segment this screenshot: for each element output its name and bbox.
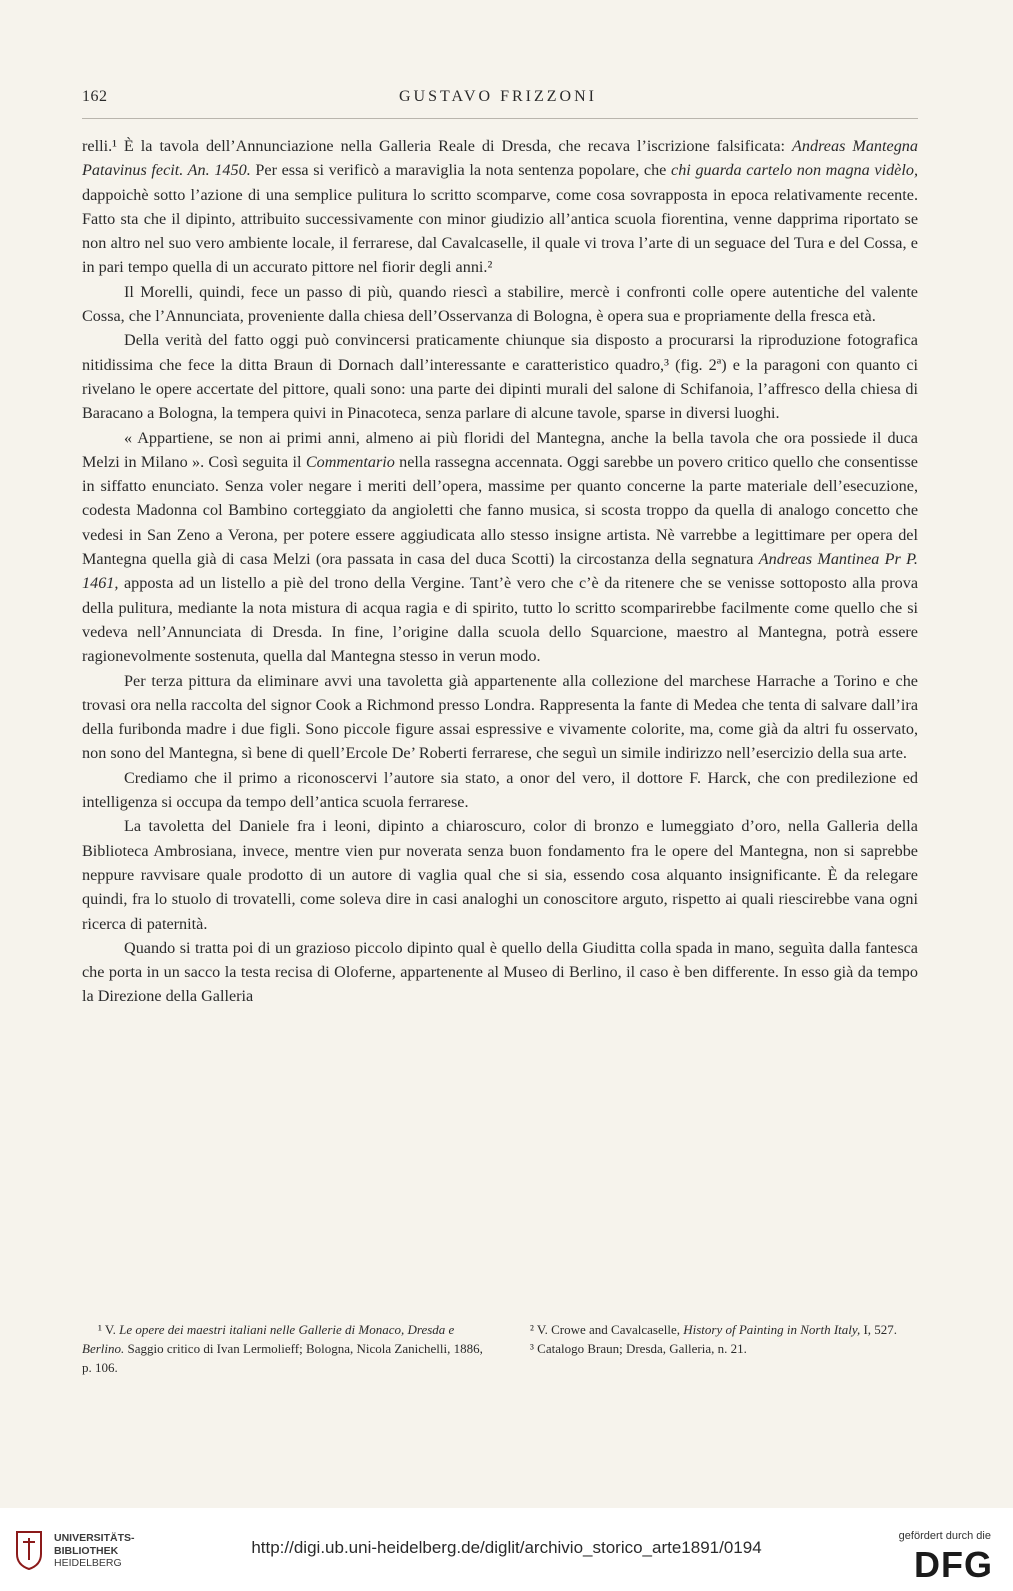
page-number: 162 [82, 88, 108, 105]
running-title: GUSTAVO FRIZZONI [399, 88, 597, 105]
footnote-1 [82, 1320, 486, 1377]
paragraph: La tavoletta del Daniele fra i leoni, dipinto a chiaroscuro, color di bronzo e lumeggiato d’oro, nella Galleria della Biblioteca Ambrosiana, invece, mentre vien pur noverata senza buon fondamento fra le opere del Mantegna, non si saprebbe neppure ravvisare quale prodotto di un autore di vaglia qual che si sia, essendo cosa alquanto insignificante. È da relegare quindi, fra lo stuolo di trovatelli, come soleva dire in casi analoghi un conoscitore arguto, rispetto ai quali riescirebbe vana ogni ricerca di paternità. [82, 817, 918, 933]
running-head [82, 88, 914, 112]
text-run: Per essa si verificò a maraviglia la nota sentenza popolare, che [250, 161, 672, 180]
footnote-2 [514, 1320, 918, 1339]
italic-proverb: chi guarda cartelo non magna vidèlo, [671, 161, 918, 180]
body-text [82, 134, 918, 1009]
paragraph: Il Morelli, quindi, fece un passo di più, quando riescì a stabilire, mercè i confronti colle opere autentiche del valente Cossa, che l’Annunciata, proveniente dalla chiesa dell’Osservanza di Bologna, è opera sua e propriamente della fresca età. [82, 282, 918, 326]
italic-signature: Andreas Mantinea Pr P. 1461, [82, 550, 918, 593]
paragraph: Della verità del fatto oggi può convincersi praticamente chiunque sia disposto a procurarsi la riproduzione fotografica nitidissima che fece la ditta Braun di Dornach dall’interessante e caratteristico quadro,³ (fig. 2ª) e la paragoni con quanto ci rivelano le opere accertate del pittore, quali sono: una parte dei dipinti murali del salone di Schifanoia, l’affresco della chiesa di Baracano a Bologna, la tempera quivi in Pinacoteca, senza parlare di alcune tavole, sparse in diversi luoghi. [82, 331, 918, 423]
footnote-column-right [514, 1320, 918, 1377]
paragraph: Per terza pittura da eliminare avvi una tavoletta già appartenente alla collezione del marchese Harrache a Torino e che trovasi ora nella raccolta del signor Cook a Richmond presso Londra. Rappresenta la fante di Medea che tenta di salvare dall’ira della furibonda madre i due figli. Sono piccole figure assai espressive e vivamente colorite, ma, come già da altri fu osservato, non sono del Mantegna, sì bene di quell’Ercole De’ Roberti ferrarese, che seguì un simile indirizzo nell’esercizio della sua arte. [82, 671, 918, 763]
viewer-footer [0, 1508, 1013, 1591]
paragraph [82, 134, 918, 280]
footnote-column-left [82, 1320, 486, 1377]
footnotes [82, 1320, 918, 1377]
text-run: apposta ad un listello a piè del trono della Vergine. Tant’è vero che c’è da ritenere che se venisse sottoposto alla prova della pulitura, mediante la nota mistura di acqua ragia e di spirito, tutto lo scritto scomparirebbe facilmente come quello che si vedeva nell’Annunciata di Dresda. In fine, l’origine dalla scuola dello Squarcione, maestro al Mantegna, potrà essere ragionevolmente sostenuta, quella dal Mantegna stesso in verun modo. [82, 574, 918, 666]
text-run: I, 527. [860, 1322, 898, 1337]
footnote-3: ³ Catalogo Braun; Dresda, Galleria, n. 21. [530, 1341, 747, 1356]
text-run: dappoichè sotto l’azione di una semplice pulitura lo scritto scomparve, come cosa sovrapposta in epoca relativamente recente. Fatto sta che il dipinto, attribuito successivamente con minor giudizio all’antica scuola fiorentina, venne dapprima riportato se non altro nel suo vero ambiente locale, il ferrarese, dal Cavalcaselle, il quale vi trova l’arte di un seguace del Tura e del Cossa, e in pari tempo quella di un accurato pittore nel fiorir degli anni.² [82, 185, 918, 277]
text-run: relli.¹ È la tavola dell’Annunciazione nella Galleria Reale di Dresda, che recava l’iscrizione falsificata: [82, 137, 793, 155]
text-run: ² V. Crowe and Cavalcaselle, [530, 1322, 684, 1337]
library-name-line: BIBLIOTHEK [54, 1544, 119, 1557]
library-name-line: UNIVERSITÄTS- [54, 1532, 135, 1544]
header-rule [82, 118, 918, 119]
permalink-url[interactable]: http://digi.ub.uni-heidelberg.de/diglit/archivio_storico_arte1891/0194 [251, 1538, 762, 1557]
italic-title: History of Painting in North Italy, [683, 1322, 861, 1337]
text-run: « Appartiene, se non ai primi anni, almeno ai più floridi del Mantegna, anche la bella tavola che ora possiede il duca Melzi in Milano ». Così seguita il [82, 428, 918, 471]
dfg-logo: DFG [914, 1544, 993, 1585]
text-run: Saggio critico di Ivan Lermolieff; Bologna, Nicola Zanichelli, 1886, p. 106. [82, 1341, 483, 1375]
italic-title: Le opere dei maestri italiani nelle Gallerie di Monaco, Dresda e Berlino. [82, 1322, 455, 1356]
text-run: ¹ V. [98, 1322, 120, 1337]
paragraph: Crediamo che il primo a riconoscervi l’autore sia stato, a onor del vero, il dottore F. Harck, che con predilezione ed intelligenza si occupa da tempo dell’antica scuola ferrarese. [82, 768, 918, 812]
library-name-line: HEIDELBERG [54, 1557, 122, 1569]
italic-inscription: Andreas Mantegna Patavinus fecit. An. 1450. [82, 137, 918, 180]
text-run: nella rassegna accennata. Oggi sarebbe un povero critico quello che consentisse in siffatto enunciato. Senza voler negare i meriti dell’opera, massime per quanto concerne la parte materiale dell’esecuzione, codesta Madonna col Bambino corteggiato da angioletti che fanno musica, si scosta troppo da quella di analogo concetto che vedesi in San Zeno a Verona, per potere essere aggiudicata allo stesso insigne artista. Nè varrebbe a legittimare per opera del Mantegna quella già di casa Melzi (ora passata in casa del duca Scotti) la circostanza della segnatura [82, 452, 918, 569]
paragraph [82, 426, 918, 669]
funded-by-text: gefördert durch die [898, 1530, 991, 1542]
italic-title: Commentario [305, 452, 395, 471]
paragraph: Quando si tratta poi di un grazioso piccolo dipinto qual è quello della Giuditta colla spada in mano, seguìta dalla fantesca che porta in un sacco la testa recisa di Oloferne, appartenente al Museo di Berlino, il caso è ben differente. In esso già da tempo la Direzione della Galleria [82, 938, 918, 1006]
